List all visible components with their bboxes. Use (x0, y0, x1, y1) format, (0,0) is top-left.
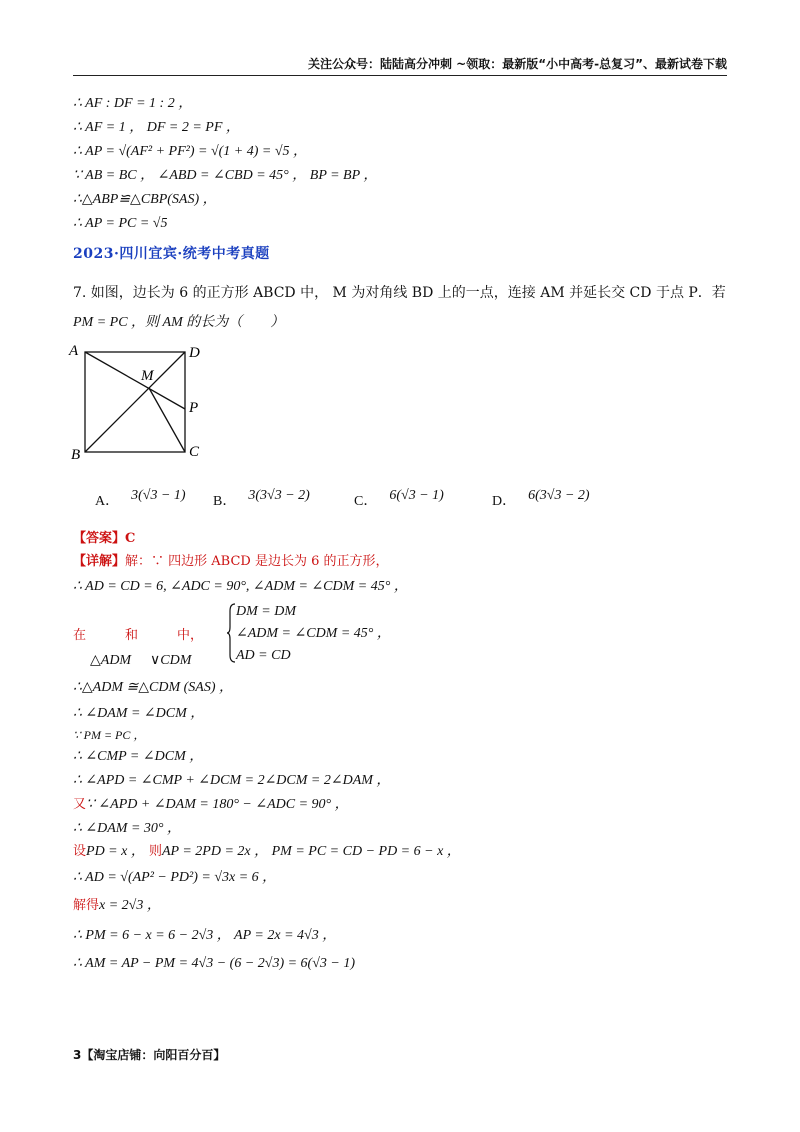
choice-a-letter: A． (95, 494, 120, 509)
prev-line-2: ∴ AF = 1 ， DF = 2 = PF ， (73, 120, 240, 135)
answer-value: C (125, 531, 136, 546)
solution-line-5: ∴ ∠CMP = ∠DCM ， (73, 749, 204, 764)
solution-line-11-prefix: 解得 (73, 898, 100, 913)
solution-line-1: ∴ AD = CD = 6, ∠ADC = 90°, ∠ADM = ∠CDM = 45° ， (73, 579, 408, 594)
label-b: B (71, 447, 81, 463)
solution-line-7-prefix: 又 (73, 797, 87, 812)
prev-line-5: ∴△ABP≌△CBP(SAS) ， (73, 192, 217, 207)
prev-line-6: ∴ AP = PC = √5 (73, 216, 168, 231)
page-header (73, 55, 727, 76)
question-line-1: 7. 如图，边长为 6 的正方形 ABCD 中， M 为对角线 BD 上的一点，连接 AM 并延长交 CD 于点 P．若 (73, 285, 726, 301)
label-p: P (189, 400, 199, 416)
choice-b-letter: B． (213, 494, 237, 509)
solution-line-11 (73, 897, 161, 915)
header-text: 关注公众号：陆陆高分冲刺 ~领取：最新版“小中高考-总复习”、最新试卷下载 (308, 57, 727, 71)
solution-tri-left: △ADM (90, 653, 132, 668)
solution-line-2: ∴△ADM ≅△CDM (SAS) ， (73, 680, 233, 695)
question-line-2: PM = PC ，则 AM 的长为（ ） (73, 315, 285, 330)
solution-intro-label: 【详解】 (73, 554, 126, 569)
solution-intro (73, 553, 389, 571)
segment-ap (85, 352, 185, 409)
page-footer: 3【淘宝店铺：向阳百分百】 (73, 1048, 226, 1062)
solution-line-9-a: PD = x ， (86, 844, 145, 859)
solution-line-4: ∵ PM = PC ， (73, 728, 146, 742)
label-d: D (189, 345, 200, 361)
label-a: A (69, 343, 79, 359)
choice-b-expr: 3(3√3 − 2) (248, 488, 310, 503)
solution-line-11-text: x = 2√3 ， (99, 898, 161, 913)
brace-line-1: DM = DM (236, 604, 296, 619)
solution-in-and-middle: 在 和 中， (73, 628, 204, 643)
solution-tri-right: ∨CDM (150, 653, 192, 668)
solution-line-3: ∴ ∠DAM = ∠DCM ， (73, 706, 205, 721)
square-figure (65, 338, 215, 466)
segment-mc (149, 388, 185, 452)
solution-line-7 (73, 796, 349, 814)
label-c: C (189, 444, 200, 460)
solution-line-9-mid: 则 (148, 844, 162, 859)
solution-line-10: ∴ AD = √(AP² − PD²) = √3x = 6 ， (73, 870, 277, 885)
choice-b[interactable] (213, 484, 310, 509)
choice-c-letter: C． (354, 494, 378, 509)
diagonal-bd (85, 352, 185, 452)
solution-line-9-b: AP = 2PD = 2x ， PM = PC = CD − PD = 6 − x ， (162, 844, 461, 859)
choice-d[interactable] (492, 484, 590, 509)
solution-line-7-text: ∵ ∠APD + ∠DAM = 180° − ∠ADC = 90° ， (86, 797, 349, 812)
solution-intro-text: 解：∵ 四边形 ABCD 是边长为 6 的正方形， (125, 554, 389, 569)
choice-a[interactable] (95, 484, 186, 509)
solution-line-9 (73, 843, 461, 861)
solution-line-9-prefix: 设 (73, 844, 87, 859)
label-m: M (141, 368, 154, 384)
prev-line-1: ∴ AF : DF = 1 : 2 ， (73, 96, 193, 111)
solution-line-13: ∴ AM = AP − PM = 4√3 − (6 − 2√3) = 6(√3 − 1) (73, 956, 356, 971)
answer-label: 【答案】 (73, 531, 126, 546)
choice-c-expr: 6(√3 − 1) (389, 488, 444, 503)
prev-line-4: ∵ AB = BC ， ∠ABD = ∠CBD = 45° ， BP = BP ， (73, 168, 378, 183)
solution-line-6: ∴ ∠APD = ∠CMP + ∠DCM = 2∠DCM = 2∠DAM ， (73, 773, 391, 788)
prev-line-3: ∴ AP = √(AF² + PF²) = √(1 + 4) = √5 ， (73, 144, 308, 159)
solution-line-8: ∴ ∠DAM = 30° ， (73, 821, 182, 836)
choice-a-expr: 3(√3 − 1) (131, 488, 186, 503)
choice-d-letter: D． (492, 494, 517, 509)
solution-line-12: ∴ PM = 6 − x = 6 − 2√3 ， AP = 2x = 4√3 ， (73, 928, 337, 943)
choices (95, 484, 715, 514)
answer-line (73, 530, 135, 548)
system-brace (226, 603, 236, 663)
choice-c[interactable] (354, 484, 444, 509)
brace-line-2: ∠ADM = ∠CDM = 45° ， (236, 626, 391, 641)
brace-line-3: AD = CD (236, 648, 291, 663)
section-title: 2023·四川宜宾·统考中考真题 (73, 246, 270, 262)
choice-d-expr: 6(3√3 − 2) (528, 488, 590, 503)
